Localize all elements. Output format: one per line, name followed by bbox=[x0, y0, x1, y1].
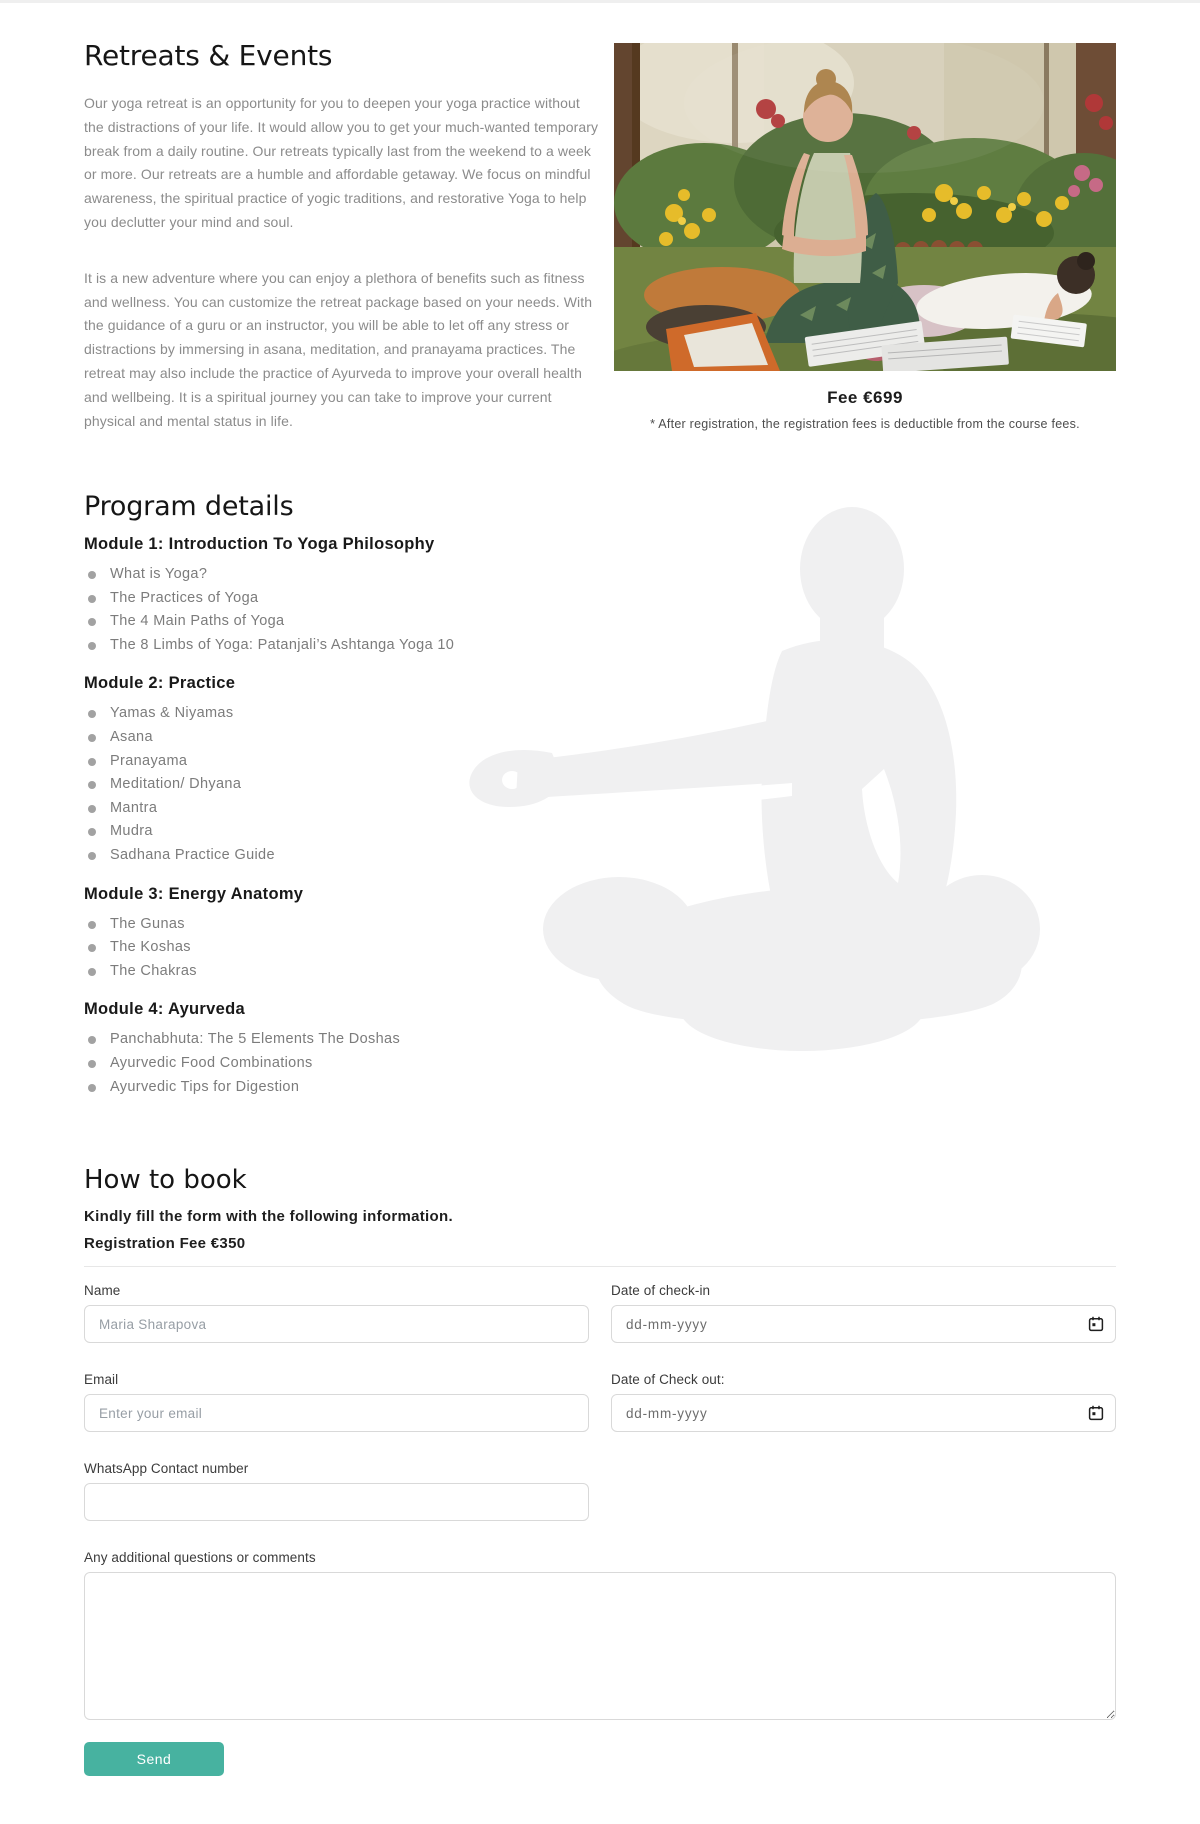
program-details-section bbox=[84, 491, 704, 1099]
name-field bbox=[84, 1283, 589, 1343]
send-button[interactable]: Send bbox=[84, 1742, 224, 1776]
module-list bbox=[84, 702, 704, 867]
calendar-icon[interactable] bbox=[1088, 1405, 1104, 1421]
name-label: Name bbox=[84, 1283, 121, 1298]
intro-paragraph-2: It is a new adventure where you can enjoy a plethora of benefits such as fitness and wellness. You can customize the retreat package based on your needs. With the guidance of a guru or an instructor, you will be able to let off any stress or distractions by immersing in asana, meditation, and pranayama practices. The retreat may also include the practice of Ayurveda to improve your overall health and wellbeing. It is a spiritual journey you can take to improve your current physical and mental status in life. bbox=[84, 269, 593, 429]
comments-field bbox=[84, 1550, 1116, 1725]
module-item: The Gunas bbox=[84, 913, 704, 937]
program-modules bbox=[84, 535, 704, 1099]
module-list bbox=[84, 1028, 704, 1099]
module-item: The Koshas bbox=[84, 936, 704, 960]
module-heading: Module 4: Ayurveda bbox=[84, 1000, 245, 1019]
comments-textarea[interactable] bbox=[84, 1572, 1116, 1720]
checkin-label: Date of check-in bbox=[611, 1283, 711, 1298]
booking-title: How to book bbox=[84, 1165, 247, 1195]
module-item: The Practices of Yoga bbox=[84, 587, 704, 611]
page-title: Retreats & Events bbox=[84, 39, 333, 72]
module-item: Panchabhuta: The 5 Elements The Doshas bbox=[84, 1028, 704, 1052]
module-item: Sadhana Practice Guide bbox=[84, 844, 704, 868]
module-item: Asana bbox=[84, 726, 704, 750]
fee-note: * After registration, the registration fees is deductible from the course fees. bbox=[650, 417, 1080, 431]
whatsapp-label: WhatsApp Contact number bbox=[84, 1461, 249, 1476]
checkin-field bbox=[611, 1283, 1116, 1343]
fee-text: Fee €699 bbox=[827, 388, 903, 407]
module-item: The Chakras bbox=[84, 960, 704, 984]
email-label: Email bbox=[84, 1372, 119, 1387]
checkout-date-input[interactable] bbox=[611, 1394, 1116, 1432]
comments-label: Any additional questions or comments bbox=[84, 1550, 316, 1565]
divider bbox=[84, 1266, 1116, 1267]
module-item: Meditation/ Dhyana bbox=[84, 773, 704, 797]
module-heading: Module 3: Energy Anatomy bbox=[84, 884, 304, 903]
module-item: Yamas & Niyamas bbox=[84, 702, 704, 726]
module-list bbox=[84, 563, 704, 657]
booking-subtitle: Kindly fill the form with the following information. bbox=[84, 1208, 453, 1225]
module-heading: Module 1: Introduction To Yoga Philosophy bbox=[84, 535, 435, 553]
email-input[interactable] bbox=[84, 1394, 589, 1432]
email-field bbox=[84, 1372, 589, 1432]
module-item: Ayurvedic Tips for Digestion bbox=[84, 1076, 704, 1100]
module-item: Pranayama bbox=[84, 750, 704, 774]
module-item: Mantra bbox=[84, 797, 704, 821]
checkout-label: Date of Check out: bbox=[611, 1372, 725, 1387]
retreat-photo-section bbox=[614, 43, 1116, 431]
module-list bbox=[84, 913, 704, 984]
retreats-intro-section bbox=[84, 39, 600, 465]
intro-paragraph-1: Our yoga retreat is an opportunity for you to deepen your yoga practice without the distractions of your life. It would allow you to get your much-wanted temporary break from a daily routine. Our retreats typically last from the weekend to a week or more. Our retreats are a humble and affordable getaway. We focus on mindful awareness, the spiritual practice of yogic traditions, and restorative Yoga to help you declutter your mind and soul. bbox=[84, 95, 599, 230]
booking-form bbox=[84, 1283, 1116, 1725]
program-title: Program details bbox=[84, 491, 294, 522]
whatsapp-input[interactable] bbox=[84, 1483, 589, 1521]
module-heading: Module 2: Practice bbox=[84, 674, 236, 693]
module-item: The 4 Main Paths of Yoga bbox=[84, 610, 704, 634]
checkin-date-input[interactable] bbox=[611, 1305, 1116, 1343]
module-item: What is Yoga? bbox=[84, 563, 704, 587]
whatsapp-field bbox=[84, 1461, 589, 1521]
checkout-field bbox=[611, 1372, 1116, 1432]
module-item: The 8 Limbs of Yoga: Patanjali’s Ashtanga Yoga 10 bbox=[84, 634, 704, 658]
retreat-photo bbox=[614, 43, 1116, 371]
calendar-icon[interactable] bbox=[1088, 1316, 1104, 1332]
module-item: Mudra bbox=[84, 820, 704, 844]
name-input[interactable] bbox=[84, 1305, 589, 1343]
module-item: Ayurvedic Food Combinations bbox=[84, 1052, 704, 1076]
booking-section bbox=[84, 1165, 1116, 1776]
empty-cell bbox=[611, 1461, 1116, 1521]
registration-fee: Registration Fee €350 bbox=[84, 1235, 246, 1252]
